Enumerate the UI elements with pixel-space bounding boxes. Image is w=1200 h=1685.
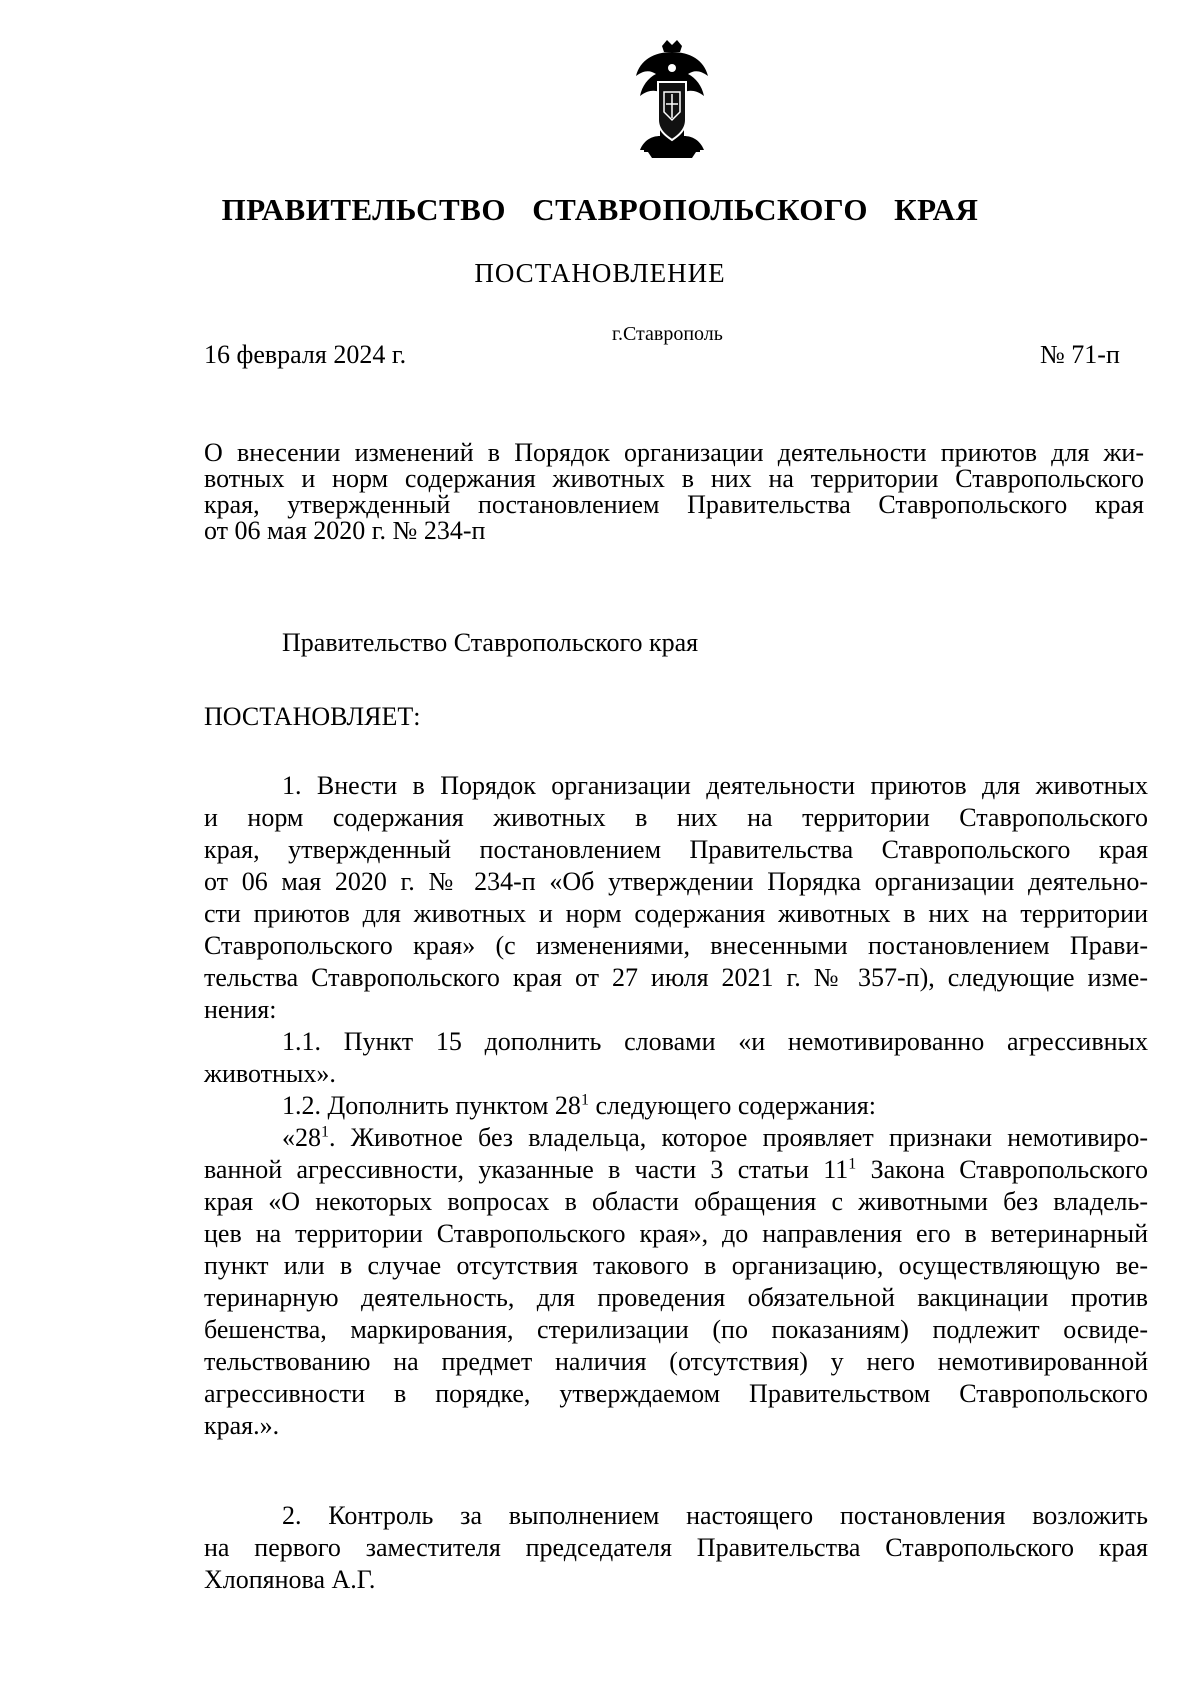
document-number: № 71-п <box>1040 340 1120 369</box>
paragraph-line: края «О некоторых вопросах в области обращения с животными без владель- <box>204 1187 1148 1216</box>
new-point-text: ванной агрессивности, указанные в части 3 статьи 11 <box>204 1155 849 1184</box>
coat-of-arms-icon <box>634 40 710 158</box>
clause-1-2-text: следующего содержания: <box>588 1091 876 1120</box>
paragraph-line: края.». <box>204 1411 280 1440</box>
decree-word: ПОСТАНОВЛЯЕТ: <box>204 702 421 731</box>
paragraph-line: тельства Ставропольского края от 27 июля 2021 г. № 357-п), следующие изме- <box>204 963 1148 992</box>
paragraph-line: нения: <box>204 995 277 1024</box>
paragraph-line: Ставропольского края» (с изменениями, внесенными постановлением Прави- <box>204 931 1148 960</box>
paragraph-line: Хлопянова А.Г. <box>204 1565 376 1594</box>
paragraph-line: 1.1. Пункт 15 дополнить словами «и немотивированно агрессивных <box>282 1027 1148 1056</box>
superscript: 1 <box>321 1123 329 1141</box>
subject-line: края, утвержденный постановлением Правительства Ставропольского края <box>204 490 1144 519</box>
paragraph-line: агрессивности в порядке, утверждаемом Правительством Ставропольского <box>204 1379 1148 1408</box>
paragraph-line: и норм содержания животных в них на территории Ставропольского <box>204 803 1148 832</box>
paragraph-line: цев на территории Ставропольского края», до направления его в ветеринарный <box>204 1219 1148 1248</box>
paragraph-line: от 06 мая 2020 г. № 234-п «Об утверждении Порядка организации деятельно- <box>204 867 1148 896</box>
issuer: Правительство Ставропольского края <box>282 628 699 657</box>
subject-line: О внесении изменений в Порядок организации деятельности приютов для жи- <box>204 438 1144 467</box>
superscript: 1 <box>580 1091 589 1109</box>
document-city: г.Ставрополь <box>612 323 723 345</box>
paragraph-line: бешенства, маркирования, стерилизации (по показаниям) подлежит освиде- <box>204 1315 1148 1344</box>
superscript: 1 <box>848 1155 857 1173</box>
document-subject <box>204 440 1144 544</box>
clause-2 <box>204 1500 1148 1596</box>
subject-line: вотных и норм содержания животных в них на территории Ставропольского <box>204 464 1144 493</box>
paragraph-line: на первого заместителя председателя Правительства Ставропольского края <box>204 1533 1148 1562</box>
government-title: ПРАВИТЕЛЬСТВО СТАВРОПОЛЬСКОГО КРАЯ <box>221 192 979 227</box>
paragraph-line: 2. Контроль за выполнением настоящего постановления возложить <box>282 1501 1148 1530</box>
document-type: ПОСТАНОВЛЕНИЕ <box>474 258 726 288</box>
paragraph-line: сти приютов для животных и норм содержания животных в них на территории <box>204 899 1148 928</box>
paragraph-line: животных». <box>204 1059 336 1088</box>
paragraph-line: 1. Внести в Порядок организации деятельности приютов для животных <box>282 771 1148 800</box>
paragraph-line <box>204 1090 1148 1122</box>
paragraph-line: пункт или в случае отсутствия такового в организацию, осуществляющую ве- <box>204 1251 1148 1280</box>
paragraph-line <box>204 1154 1148 1186</box>
paragraph-line: края, утвержденный постановлением Правительства Ставропольского края <box>204 835 1148 864</box>
subject-line: от 06 мая 2020 г. № 234-п <box>204 516 486 545</box>
clause-1 <box>204 770 1148 1442</box>
new-point-text: . Животное без владельца, которое проявляет признаки немотивиро- <box>329 1123 1148 1152</box>
new-point-text: «28 <box>282 1123 321 1152</box>
paragraph-line: тельствованию на предмет наличия (отсутствия) у него немотивированной <box>204 1347 1148 1376</box>
new-point-text: Закона Ставропольского <box>856 1155 1148 1184</box>
document-date: 16 февраля 2024 г. <box>204 340 407 369</box>
paragraph-line <box>204 1122 1148 1154</box>
paragraph-line: теринарную деятельность, для проведения обязательной вакцинации против <box>204 1283 1148 1312</box>
clause-1-2-text: 1.2. Дополнить пунктом 28 <box>282 1091 581 1120</box>
